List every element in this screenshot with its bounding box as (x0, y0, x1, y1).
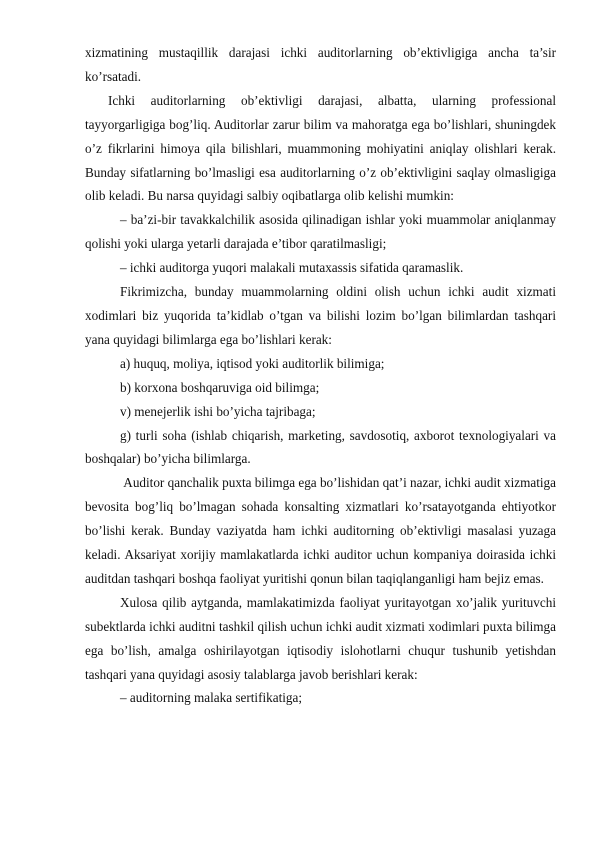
paragraph-conclusion: Xulosa qilib aytganda, mamlakatimizda faoliyat yuritayotgan xo’jalik yurituvchi subektlarda ichki auditni tashkil qilish uchun ichki audit xizmati xodimlari puxta bilimga ega bo’lish, amalga oshirilayotgan iqtisodiy islohotlarni chuqur tushunib yetishdan tashqari yana quyidagi asosiy talablarga javob berishlari kerak: (85, 594, 556, 682)
list-item-a: a) huquq, moliya, iqtisod yoki auditorlik bilimiga; (120, 355, 385, 371)
list-item-risk: – ba’zi-bir tavakkalchilik asosida qilinadigan ishlar yoki muammolar aniqlanmay qolishi yoki ularga yetarli darajada e’tibor qaratilmasligi; (85, 212, 556, 252)
document-page (85, 41, 560, 710)
list-item-b: b) korxona boshqaruviga oid bilimga; (120, 379, 320, 395)
list-item-g: g) turli soha (ishlab chiqarish, marketing, savdosotiq, axborot texnologiyalari va boshqalar) bo’yicha bilimlarga. (85, 427, 556, 467)
list-item-certificate: – auditorning malaka sertifikatiga; (120, 690, 303, 706)
list-item-v: v) menejerlik ishi bo’yicha tajribaga; (120, 403, 316, 419)
paragraph-continuation: xizmatining mustaqillik darajasi ichki auditorlarning ob’ektivligiga ancha ta’sir ko’rsatadi. (85, 45, 556, 84)
paragraph-opinion: Fikrimizcha, bunday muammolarning oldini olish uchun ichki audit xizmati xodimlari biz yuqorida ta’kidlab o’tgan va bilishi lozim bo’lgan bilimlardan tashqari yana quyidagi bilimlarga ega bo’lishlari kerak: (85, 284, 556, 347)
list-item-qualification: – ichki auditorga yuqori malakali mutaxassis sifatida qaramaslik. (120, 260, 464, 276)
paragraph-objectivity: Ichki auditorlarning ob’ektivligi darajasi, albatta, ularning professional tayyorgarligiga bog’liq. Auditorlar zarur bilim va mahoratga ega bo’lishlari, shuningdek o’z fikrlarini himoya qila bilishlari, muammoning mohiyatini aniqlay olishlari kerak. Bunday sifatlarning bo’lmasligi esa auditorlarning o’z ob’ektivligini saqlay olmasligiga olib keladi. Bu narsa quyidagi salbiy oqibatlarga olib kelishi mumkin: (85, 92, 556, 204)
paragraph-consulting: Auditor qanchalik puxta bilimga ega bo’lishidan qat’i nazar, ichki audit xizmatiga bevosita bog’liq bo’lmagan sohada konsalting xizmatlari ko’rsatayotganda ehtiyotkor bo’lishi kerak. Bunday vaziyatda ham ichki auditorning ob’ektivligi masalasi yuzaga keladi. Aksariyat xorijiy mamlakatlarda ichki auditor uchun kompaniya doirasida ichki auditdan tashqari boshqa faoliyat yuritishi qonun bilan taqiqlanganligi ham bejiz emas. (85, 475, 560, 586)
